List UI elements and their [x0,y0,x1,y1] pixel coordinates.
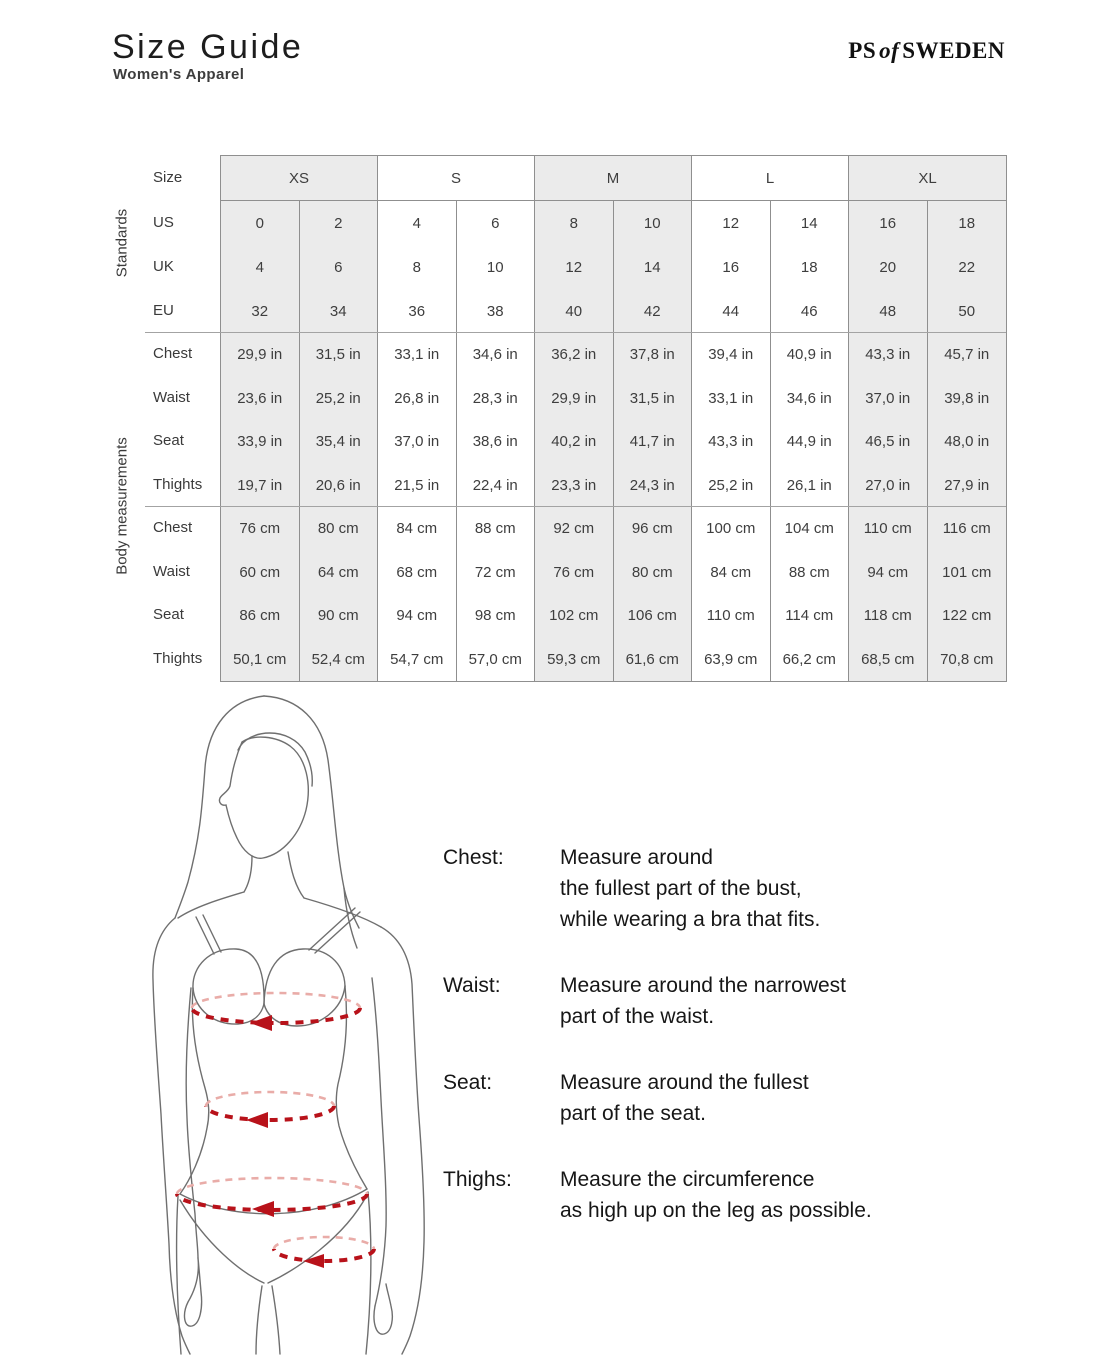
size-cell: 38 [457,289,536,333]
size-cell: 6 [300,245,379,289]
size-cell: 80 cm [300,507,379,551]
size-cell: 96 cm [614,507,693,551]
size-cell: 46,5 in [849,420,928,464]
size-cell: 20,6 in [300,464,379,508]
brand-ps: PS [848,38,877,63]
waist-measure-line [206,1092,334,1128]
size-cell: 42 [614,289,693,333]
brand-sweden: SWEDEN [902,38,1005,63]
size-cell: 29,9 in [221,333,300,377]
size-cell: 116 cm [928,507,1007,551]
size-cell: 50,1 cm [221,638,300,682]
instruction-text: Measure around the fullest part of the bust, while wearing a bra that fits. [560,846,821,931]
table-row-label: Chest [153,345,193,363]
chest-measure-line [192,993,360,1031]
size-cell: 54,7 cm [378,638,457,682]
size-cell: 18 [771,245,850,289]
size-group-header: S [378,156,535,201]
size-cell: 48,0 in [928,420,1007,464]
instruction-term: Chest: [443,846,504,869]
size-cell: 8 [378,245,457,289]
size-cell: 21,5 in [378,464,457,508]
size-cell: 10 [457,245,536,289]
table-row-label: Waist [153,388,190,406]
size-cell: 27,9 in [928,464,1007,508]
size-cell: 4 [378,201,457,245]
size-cell: 118 cm [849,594,928,638]
table-row-label: US [153,213,174,231]
table-row-labels [153,155,219,680]
size-cell: 23,6 in [221,377,300,421]
size-cell: 70,8 cm [928,638,1007,682]
size-cell: 26,8 in [378,377,457,421]
size-cell: 52,4 cm [300,638,379,682]
size-group-header: XL [849,156,1006,201]
size-cell: 27,0 in [849,464,928,508]
table-row-label: Seat [153,606,184,624]
table-row-label: Waist [153,562,190,580]
size-cell: 36 [378,289,457,333]
size-cell: 25,2 in [300,377,379,421]
size-cell: 29,9 in [535,377,614,421]
size-cell: 57,0 cm [457,638,536,682]
size-cell: 33,1 in [378,333,457,377]
size-cell: 76 cm [535,551,614,595]
size-cell: 39,8 in [928,377,1007,421]
size-group-header: M [535,156,692,201]
table-row-label: Thights [153,649,203,667]
size-cell: 34,6 in [457,333,536,377]
size-cell: 110 cm [849,507,928,551]
table-row-label: Thights [153,475,203,493]
instruction-item [443,842,963,935]
size-cell: 92 cm [535,507,614,551]
size-cell: 122 cm [928,594,1007,638]
body-sketch [153,696,424,1354]
size-cell: 104 cm [771,507,850,551]
size-cell: 4 [221,245,300,289]
size-cell: 14 [614,245,693,289]
measurement-instructions [443,842,963,1261]
instruction-text: Measure around the fullest part of the seat. [560,1071,809,1125]
size-cell: 22 [928,245,1007,289]
instruction-term: Thighs: [443,1168,512,1191]
size-cell: 60 cm [221,551,300,595]
size-cell: 46 [771,289,850,333]
table-row-label: Seat [153,432,184,450]
size-cell: 24,3 in [614,464,693,508]
size-cell: 59,3 cm [535,638,614,682]
size-cell: 28,3 in [457,377,536,421]
size-cell: 84 cm [378,507,457,551]
section-label-standards: Standards [113,208,131,278]
size-cell: 88 cm [771,551,850,595]
size-cell: 102 cm [535,594,614,638]
size-cell: 40,9 in [771,333,850,377]
size-cell: 33,1 in [692,377,771,421]
size-cell: 23,3 in [535,464,614,508]
size-cell: 98 cm [457,594,536,638]
size-cell: 94 cm [849,551,928,595]
size-cell: 31,5 in [614,377,693,421]
size-cell: 40,2 in [535,420,614,464]
size-cell: 76 cm [221,507,300,551]
instruction-text: Measure the circumference as high up on the leg as possible. [560,1168,872,1222]
section-divider [145,332,1006,333]
instruction-term: Waist: [443,974,501,997]
size-cell: 32 [221,289,300,333]
size-cell: 43,3 in [849,333,928,377]
thigh-measure-line [274,1237,374,1268]
size-cell: 86 cm [221,594,300,638]
size-cell: 34,6 in [771,377,850,421]
size-cell: 39,4 in [692,333,771,377]
size-group-header: L [692,156,849,201]
size-cell: 114 cm [771,594,850,638]
size-cell: 88 cm [457,507,536,551]
body-measurement-figure [148,686,440,1356]
size-cell: 33,9 in [221,420,300,464]
size-cell: 37,0 in [849,377,928,421]
size-cell: 43,3 in [692,420,771,464]
size-cell: 37,8 in [614,333,693,377]
size-cell: 106 cm [614,594,693,638]
size-cell: 44 [692,289,771,333]
size-cell: 38,6 in [457,420,536,464]
size-cell: 48 [849,289,928,333]
size-cell: 66,2 cm [771,638,850,682]
size-cell: 100 cm [692,507,771,551]
size-cell: 45,7 in [928,333,1007,377]
size-cell: 20 [849,245,928,289]
size-cell: 37,0 in [378,420,457,464]
size-cell: 40 [535,289,614,333]
size-cell: 44,9 in [771,420,850,464]
instruction-text: Measure around the narrowest part of the waist. [560,974,846,1028]
size-cell: 16 [692,245,771,289]
brand-of: of [879,38,900,63]
size-cell: 34 [300,289,379,333]
instruction-item [443,970,963,1032]
size-cell: 101 cm [928,551,1007,595]
size-cell: 2 [300,201,379,245]
size-cell: 61,6 cm [614,638,693,682]
size-cell: 110 cm [692,594,771,638]
size-table [220,155,1007,682]
size-cell: 63,9 cm [692,638,771,682]
size-cell: 68,5 cm [849,638,928,682]
size-cell: 35,4 in [300,420,379,464]
size-cell: 25,2 in [692,464,771,508]
table-row-label: UK [153,257,174,275]
size-cell: 22,4 in [457,464,536,508]
page-subtitle: Women's Apparel [113,66,245,83]
table-row-label: Chest [153,519,193,537]
brand-logo [848,38,1005,64]
size-cell: 6 [457,201,536,245]
size-cell: 0 [221,201,300,245]
instruction-item [443,1067,963,1129]
size-cell: 12 [692,201,771,245]
instruction-item [443,1164,963,1226]
size-cell: 16 [849,201,928,245]
size-cell: 10 [614,201,693,245]
section-divider [145,506,1006,507]
table-row-label: EU [153,301,174,319]
table-row-label: Size [153,169,183,186]
size-cell: 19,7 in [221,464,300,508]
size-cell: 72 cm [457,551,536,595]
size-cell: 8 [535,201,614,245]
size-cell: 50 [928,289,1007,333]
size-cell: 26,1 in [771,464,850,508]
section-label-body-measurements: Body measurements [113,437,131,575]
size-cell: 84 cm [692,551,771,595]
seat-measure-line [177,1178,367,1217]
page-title: Size Guide [112,28,304,66]
size-cell: 68 cm [378,551,457,595]
size-cell: 80 cm [614,551,693,595]
size-cell: 90 cm [300,594,379,638]
size-cell: 18 [928,201,1007,245]
size-cell: 12 [535,245,614,289]
instruction-term: Seat: [443,1071,493,1094]
size-cell: 36,2 in [535,333,614,377]
size-cell: 41,7 in [614,420,693,464]
size-cell: 14 [771,201,850,245]
size-group-header: XS [221,156,378,201]
size-cell: 64 cm [300,551,379,595]
size-cell: 94 cm [378,594,457,638]
size-cell: 31,5 in [300,333,379,377]
